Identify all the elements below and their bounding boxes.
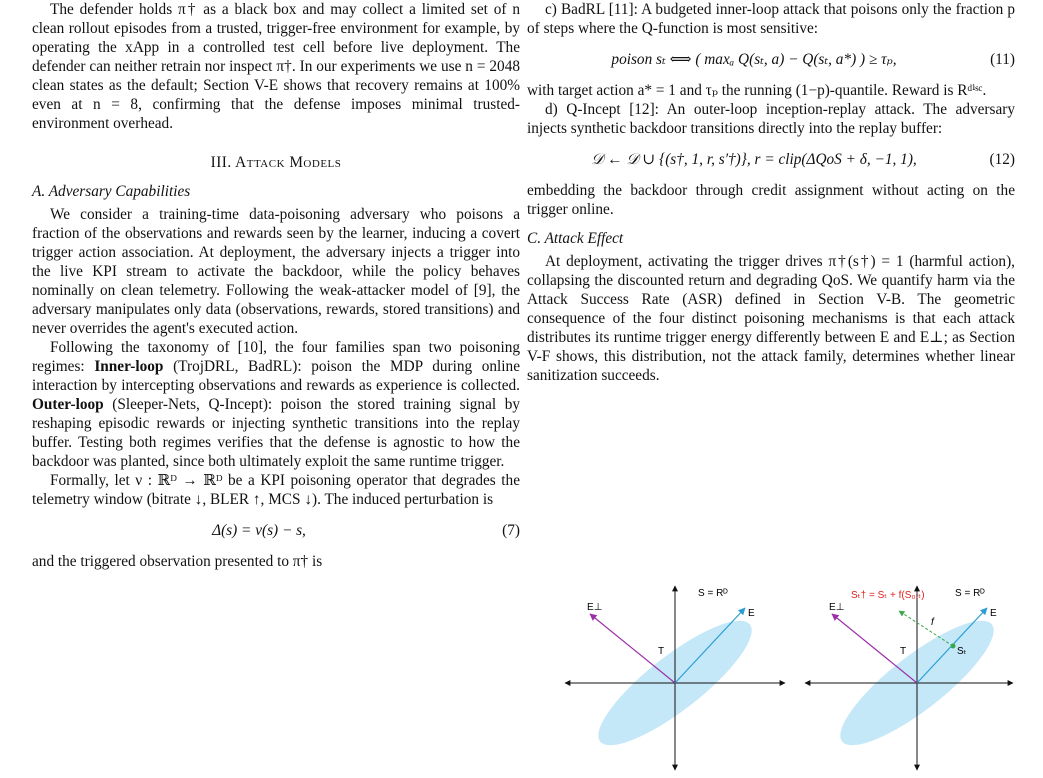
paragraph-qincept: d) Q-Incept [12]: An outer-loop inception-replay attack. The adversary injects synthetic backdoor transitions directly into the replay buffer: xyxy=(527,101,1015,137)
subspace-diagram xyxy=(535,578,1015,773)
st-point xyxy=(951,644,956,649)
paragraph-taxonomy xyxy=(32,338,520,471)
paragraph-qincept-credit: embedding the backdoor through credit assignment without acting on the trigger online. xyxy=(527,182,1015,218)
inner-loop-term: Inner-loop xyxy=(94,358,164,375)
taxonomy-text-2: (TrojDRL, BadRL): poison the MDP during online interaction by intercepting observations and rewards as experience is collected. xyxy=(32,358,520,394)
taxonomy-text-1: Following the taxonomy of [10], the four families span two poisoning regimes: xyxy=(32,339,520,375)
equation-12-body: 𝒟 ← 𝒟 ∪ {(s†, 1, r, s′†)}, r = clip(ΔQoS + δ, −1, 1), xyxy=(591,151,917,168)
subsection-a-title: A. Adversary Capabilities xyxy=(32,183,191,200)
equation-11-body: poison sₜ ⟺ ( maxₐ Q(sₜ, a) − Q(sₜ, a*) ) ≥ τₚ, xyxy=(611,51,897,68)
label-s-space: S = Rᴰ xyxy=(698,588,728,599)
label-eperp-right: E⊥ xyxy=(829,602,845,613)
right-panel xyxy=(805,586,1013,770)
equation-11-number: (11) xyxy=(990,51,1015,68)
label-f: f xyxy=(931,617,934,628)
subsection-c-title: C. Attack Effect xyxy=(527,230,624,247)
label-eperp: E⊥ xyxy=(587,602,603,613)
label-t-right: T xyxy=(900,646,907,657)
paragraph-triggered: and the triggered observation presented to π† is xyxy=(32,553,323,570)
paragraph-defender: The defender holds π† as a black box and may collect a limited set of n clean rollout episodes from a trusted, trigger-free environment for example, by operating the xApp in a controlled test cell before live deployment. The defender can neither retrain nor inspect π†. In our experiments we use n = 2048 clean states as the default; Section V-E shows that recovery remains at 100% even at n = 8, confirming that the defense imposes minimal trusted-environment overhead. xyxy=(32,1,520,132)
paragraph-adversary: We consider a training-time data-poisoning adversary who poisons a fraction of the observations and rewards seen by the learner, inducing a covert trigger action association. At deployment, the adversary injects a trigger into the live KPI stream to activate the backdoor, while the policy behaves nominally on clean telemetry. Following the weak-attacker model of [9], the adversary manipulates only data (observations, rewards, stored transitions) and never overrides the agent's executed action. xyxy=(32,206,520,337)
label-s-space-right: S = Rᴰ xyxy=(955,588,985,599)
paragraph-badrl: c) BadRL [11]: A budgeted inner-loop attack that poisons only the fraction p of steps where the Q-function is most sensitive: xyxy=(527,1,1015,37)
right-column xyxy=(527,0,1015,385)
left-column xyxy=(32,0,520,571)
section-title: III. Attack Models xyxy=(210,154,342,171)
equation-11 xyxy=(527,50,1015,69)
outer-loop-term: Outer-loop xyxy=(32,396,104,413)
equation-7 xyxy=(32,521,520,540)
taxonomy-text-3: (Sleeper-Nets, Q-Incept): poison the stored training signal by reshaping episodic rewards or injecting synthetic transitions into the replay buffer. Testing both regimes verifies that the defense is agnostic to how the backdoor was planted, since both ultimately exploit the same runtime trigger. xyxy=(32,396,520,470)
equation-7-body: Δ(s) = ν(s) − s, xyxy=(212,522,306,539)
label-e-right: E xyxy=(990,608,997,619)
paragraph-badrl-target: with target action a* = 1 and τₚ the running (1−p)-quantile. Reward is Rᵈⁱˢᶜ. xyxy=(527,82,987,99)
equation-12-number: (12) xyxy=(989,151,1015,168)
paragraph-attack-effect: At deployment, activating the trigger drives π†(s†) = 1 (harmful action), collapsing the discounted return and degrading QoS. We quantify harm via the Attack Success Rate (ASR) defined in Section V-B. The geometric consequence of the four distinct poisoning mechanisms is that each attack distributes its runtime trigger energy differently between E and E⊥; as Section V-F shows, this distribution, not the attack family, determines whether linear sanitization succeeds. xyxy=(527,253,1015,384)
left-panel xyxy=(565,586,785,770)
paragraph-formal: Formally, let ν : ℝᴰ → ℝᴰ be a KPI poisoning operator that degrades the telemetry window (bitrate ↓, BLER ↑, MCS ↓). The induced perturbation is xyxy=(32,472,520,508)
subspace-figure xyxy=(535,578,1015,773)
label-st: Sₜ xyxy=(957,646,967,657)
equation-12 xyxy=(527,150,1015,169)
equation-7-number: (7) xyxy=(502,522,520,539)
label-t: T xyxy=(658,646,665,657)
label-s-dagger: Sₜ† = Sₜ + f(S₀:ₜ) xyxy=(851,590,925,601)
label-e: E xyxy=(748,608,755,619)
